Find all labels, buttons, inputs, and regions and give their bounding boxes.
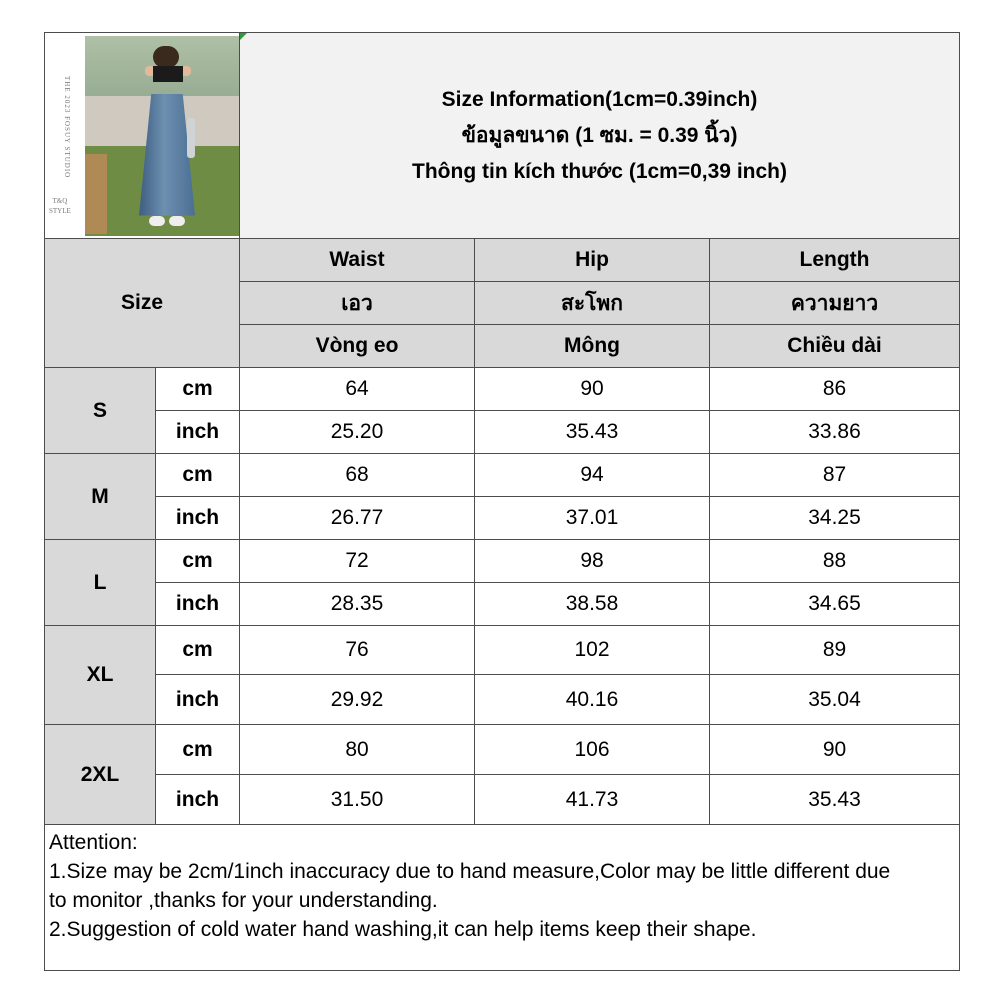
- note-line-3: 2.Suggestion of cold water hand washing,it can help items keep their shape.: [49, 918, 757, 941]
- col-length-vi: Chiều dài: [710, 325, 960, 368]
- xl-length-inch: 35.04: [710, 675, 960, 725]
- 2xl-length-inch: 35.43: [710, 775, 960, 825]
- photo-side-text: THE 2023 FOSUY STUDIO: [63, 75, 71, 178]
- m-length-inch: 34.25: [710, 497, 960, 540]
- unit-cm: cm: [156, 626, 240, 675]
- s-waist-inch: 25.20: [240, 411, 475, 454]
- m-waist-inch: 26.77: [240, 497, 475, 540]
- s-waist-cm: 64: [240, 368, 475, 411]
- size-label-m: M: [45, 454, 156, 540]
- note-line-1: 1.Size may be 2cm/1inch inaccuracy due to hand measure,Color may be little different due: [49, 860, 891, 883]
- table-row: [45, 583, 960, 626]
- photo-brand-line2: STYLE: [49, 206, 71, 215]
- size-label-l: L: [45, 540, 156, 626]
- photo-brand-line1: T&Q: [52, 196, 68, 205]
- table-row: [45, 368, 960, 411]
- title-thai: ข้อมูลขนาด (1 ซม. = 0.39 นิ้ว): [461, 123, 738, 147]
- col-hip-en: Hip: [475, 239, 710, 282]
- l-length-cm: 88: [710, 540, 960, 583]
- s-length-inch: 33.86: [710, 411, 960, 454]
- title-vietnamese: Thông tin kích thước (1cm=0,39 inch): [412, 159, 787, 183]
- table-row: [45, 454, 960, 497]
- col-waist-th: เอว: [240, 282, 475, 325]
- title-english: Size Information(1cm=0.39inch): [441, 87, 758, 111]
- table-row: [45, 725, 960, 775]
- 2xl-hip-inch: 41.73: [475, 775, 710, 825]
- xl-hip-cm: 102: [475, 626, 710, 675]
- model-skirt-photo: [45, 36, 240, 236]
- size-info-title: [240, 33, 960, 239]
- unit-inch: inch: [156, 583, 240, 626]
- size-header: Size: [45, 239, 240, 368]
- table-row: [45, 497, 960, 540]
- xl-waist-inch: 29.92: [240, 675, 475, 725]
- s-length-cm: 86: [710, 368, 960, 411]
- unit-inch: inch: [156, 411, 240, 454]
- unit-inch: inch: [156, 775, 240, 825]
- unit-cm: cm: [156, 454, 240, 497]
- l-length-inch: 34.65: [710, 583, 960, 626]
- table-row: [45, 626, 960, 675]
- s-hip-cm: 90: [475, 368, 710, 411]
- m-hip-cm: 94: [475, 454, 710, 497]
- s-hip-inch: 35.43: [475, 411, 710, 454]
- unit-inch: inch: [156, 675, 240, 725]
- col-hip-vi: Mông: [475, 325, 710, 368]
- col-waist-en: Waist: [240, 239, 475, 282]
- l-hip-inch: 38.58: [475, 583, 710, 626]
- size-label-2xl: 2XL: [45, 725, 156, 825]
- unit-cm: cm: [156, 725, 240, 775]
- xl-length-cm: 89: [710, 626, 960, 675]
- table-row: [45, 775, 960, 825]
- col-waist-vi: Vòng eo: [240, 325, 475, 368]
- photo-brand: [49, 196, 71, 216]
- col-hip-th: สะโพก: [475, 282, 710, 325]
- table-row: [45, 540, 960, 583]
- l-hip-cm: 98: [475, 540, 710, 583]
- l-waist-inch: 28.35: [240, 583, 475, 626]
- size-chart-table: [44, 32, 960, 971]
- 2xl-hip-cm: 106: [475, 725, 710, 775]
- table-row: [45, 411, 960, 454]
- attention-notes: [45, 825, 960, 971]
- product-photo: [45, 33, 240, 239]
- note-line-2: to monitor ,thanks for your understanding.: [49, 889, 438, 912]
- 2xl-waist-inch: 31.50: [240, 775, 475, 825]
- table-row: [45, 675, 960, 725]
- size-label-s: S: [45, 368, 156, 454]
- col-length-th: ความยาว: [710, 282, 960, 325]
- notes-heading: Attention:: [49, 831, 138, 854]
- m-length-cm: 87: [710, 454, 960, 497]
- xl-hip-inch: 40.16: [475, 675, 710, 725]
- m-hip-inch: 37.01: [475, 497, 710, 540]
- 2xl-waist-cm: 80: [240, 725, 475, 775]
- size-label-xl: XL: [45, 626, 156, 725]
- col-length-en: Length: [710, 239, 960, 282]
- 2xl-length-cm: 90: [710, 725, 960, 775]
- unit-cm: cm: [156, 540, 240, 583]
- unit-cm: cm: [156, 368, 240, 411]
- l-waist-cm: 72: [240, 540, 475, 583]
- unit-inch: inch: [156, 497, 240, 540]
- m-waist-cm: 68: [240, 454, 475, 497]
- xl-waist-cm: 76: [240, 626, 475, 675]
